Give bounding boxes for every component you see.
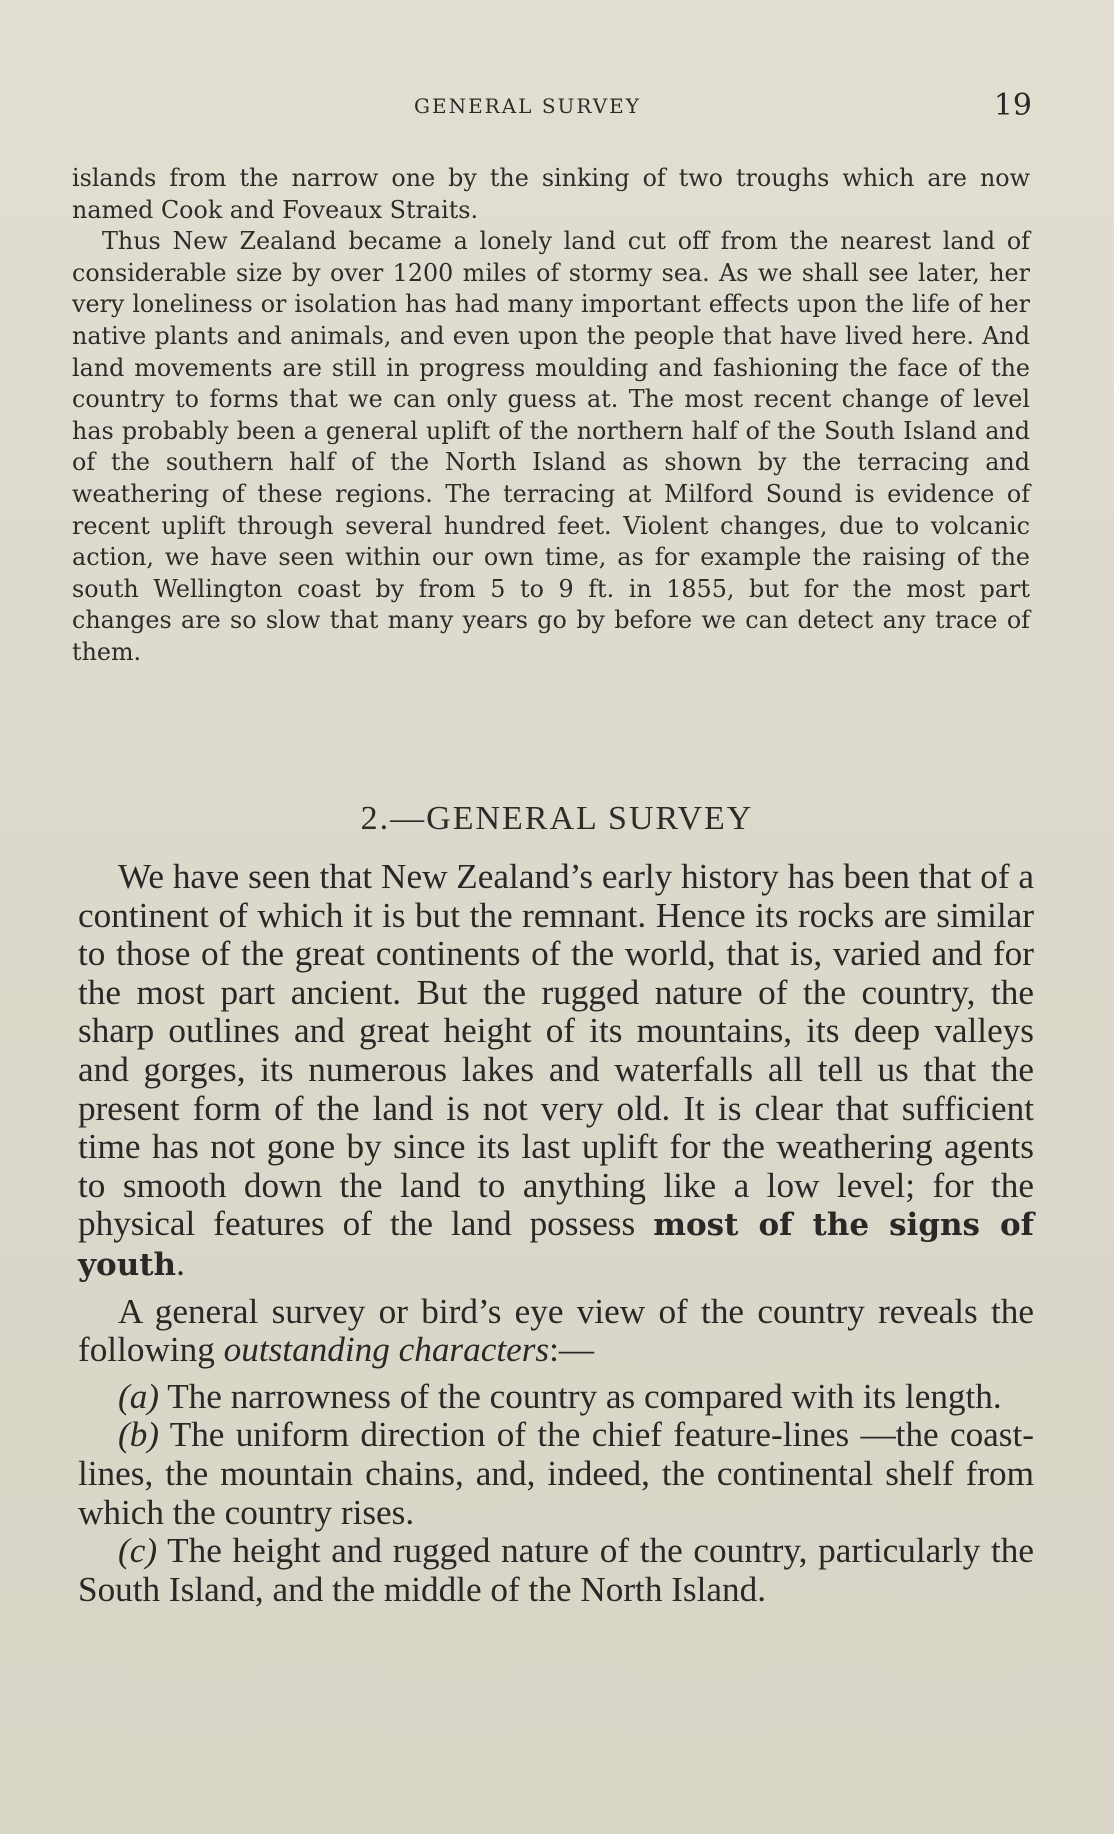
paragraph-text: A general survey or bird’s eye view of the country reveals the following [78,1291,1034,1370]
item-marker: (c) [118,1531,158,1571]
list-item [78,1378,1034,1417]
paragraph-end: :— [549,1330,595,1370]
emphasis-bold: most of the signs of youth [78,1207,1035,1283]
section-heading: 2.—GENERAL SURVEY [360,800,754,837]
intro-paragraph: islands from the narrow one by the sinking of two troughs which are now named Cook and Foveaux Straits. [72,164,1030,224]
intro-text-block [72,163,1030,669]
emphasis-italic: outstanding characters [223,1330,550,1370]
running-title: GENERAL SURVEY [414,94,641,118]
list-item [78,1532,1034,1609]
item-marker: (b) [118,1415,160,1455]
section-body [78,858,1034,1609]
paragraph-end: . [176,1243,185,1283]
intro-paragraph: Thus New Zealand became a lonely land cut off from the nearest land of considerable size by over 1200 miles of stormy sea. As we shall see later, her very loneliness or isolation has had many important effects upon the life of her native plants and animals, and even upon the people that have lived here. And land movements are still in progress moulding and fashioning the face of the country to forms that we can only guess at. The most recent change of level has probably been a general uplift of the northern half of the South Island and of the southern half of the North Island as shown by the terracing and weathering of these regions. The terracing at Milford Sound is evidence of recent uplift through several hundred feet. Violent changes, due to volcanic action, we have seen within our own time, as for example the raising of the south Wellington coast by from 5 to 9 ft. in 1855, but for the most part changes are so slow that many years go by before we can detect any trace of them. [72,227,1030,666]
body-paragraph [78,1293,1034,1370]
paragraph-text: We have seen that New Zealand’s early history has been that of a continent of which it is but the remnant. Hence its rocks are similar to those of the great continents of the world, that is, varied and for the most part ancient. But the rugged nature of the country, the sharp outlines and great height of its mountains, its deep valleys and gorges, its numerous lakes and waterfalls all tell us that the present form of the land is not very old. It is clear that sufficient time has not gone by since its last uplift for the weathering agents to smooth down the land to anything like a low level; for the physical features of the land possess [78,857,1034,1244]
body-paragraph [78,858,1034,1285]
item-text: The height and rugged nature of the country, particularly the South Island, and the middle of the North Island. [78,1531,1034,1609]
item-marker: (a) [118,1376,160,1416]
item-text: The uniform direction of the chief feature-lines —the coast-lines, the mountain chains, and, indeed, the continental shelf from which the country rises. [78,1415,1034,1532]
page-number: 19 [993,88,1032,123]
running-head [0,88,1114,123]
list-item [78,1416,1034,1532]
item-text: The narrowness of the country as compared with its length. [159,1376,1002,1416]
